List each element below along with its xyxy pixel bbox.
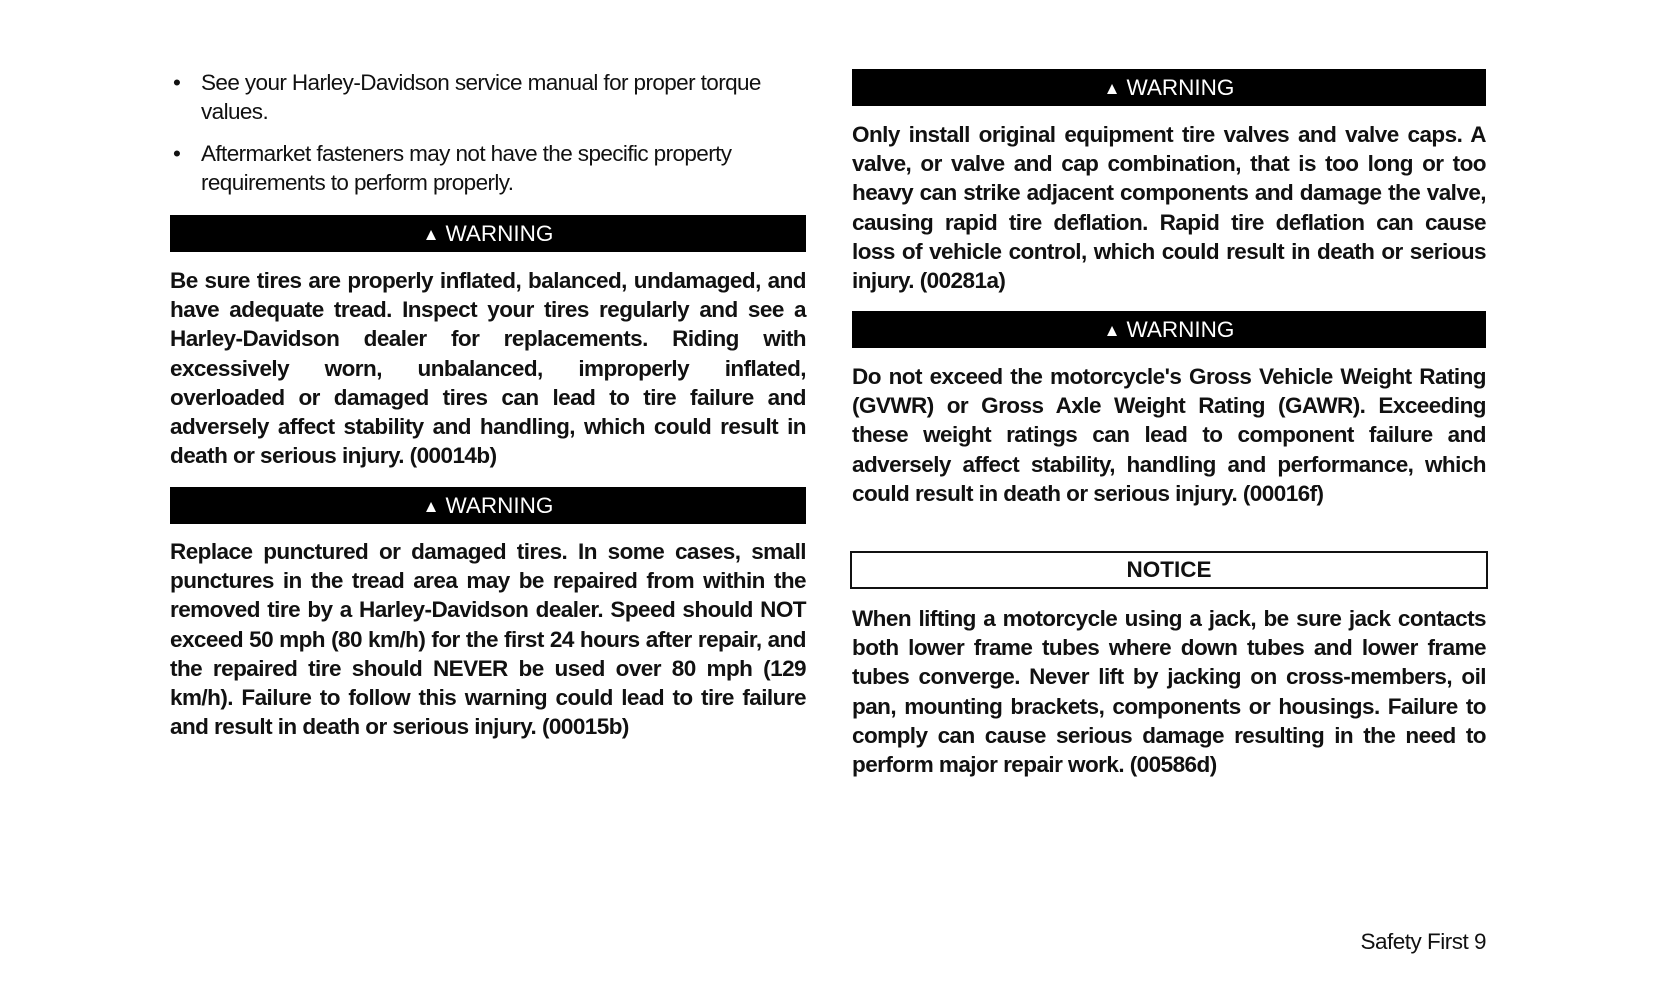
notice-text: When lifting a motorcycle using a jack, be sure jack contacts both lower frame tubes where down tubes and lower frame tubes converge. Never lift by jacking on cross-members, oil pan, mounting brackets, components or housings. Failure to comply can cause serious damage resulting in the need to perform major repair work. (00586d): [852, 606, 1486, 778]
warning-triangle-icon: ▲: [422, 497, 440, 516]
warning-header: [852, 69, 1486, 106]
warning-text: Only install original equipment tire valves and valve caps. A valve, or valve and cap combination, that is too long or too heavy can strike adjacent components and damage the valve, causing rapid tire deflation. Rapid tire deflation can cause loss of vehicle control, which could result in death or serious injury. (00281a): [852, 122, 1486, 294]
notice-label: NOTICE: [1126, 557, 1212, 582]
notice-header: [850, 551, 1488, 589]
page-footer: Safety First 9: [1360, 929, 1486, 954]
warning-triangle-icon: ▲: [1103, 321, 1121, 340]
warning-text: Be sure tires are properly inflated, balanced, undamaged, and have adequate tread. Inspect your tires regularly and see a Harley-Davidson dealer for replacements. Riding with excessively worn, unbalanced, improperly inflated, overloaded or damaged tires can lead to tire failure and adversely affect stability and handling, which could result in death or serious injury. (00014b): [170, 268, 806, 469]
warning-header: [170, 487, 806, 524]
bullet-item: • Aftermarket fasteners may not have the specific property requirements to perform properly.: [170, 139, 806, 197]
bullet-list: [170, 68, 806, 210]
warning-triangle-icon: ▲: [422, 225, 440, 244]
warning-label: WARNING: [1126, 75, 1235, 100]
warning-label: WARNING: [445, 221, 554, 246]
bullet-item: • See your Harley-Davidson service manual for proper torque values.: [170, 68, 806, 126]
warning-triangle-icon: ▲: [1103, 79, 1121, 98]
warning-text: Replace punctured or damaged tires. In some cases, small punctures in the tread area may be repaired from within the removed tire by a Harley-Davidson dealer. Speed should NOT exceed 50 mph (80 km/h) for the first 24 hours after repair, and the repaired tire should NEVER be used over 80 mph (129 km/h). Failure to follow this warning could lead to tire failure and result in death or serious injury. (00015b): [170, 539, 806, 740]
warning-label: WARNING: [445, 493, 554, 518]
warning-header: [852, 311, 1486, 348]
warning-header: [170, 215, 806, 252]
warning-text: Do not exceed the motorcycle's Gross Vehicle Weight Rating (GVWR) or Gross Axle Weight Rating (GAWR). Exceeding these weight ratings can lead to component failure and adversely affect stability, handling and performance, which could result in death or serious injury. (00016f): [852, 364, 1486, 506]
warning-label: WARNING: [1126, 317, 1235, 342]
